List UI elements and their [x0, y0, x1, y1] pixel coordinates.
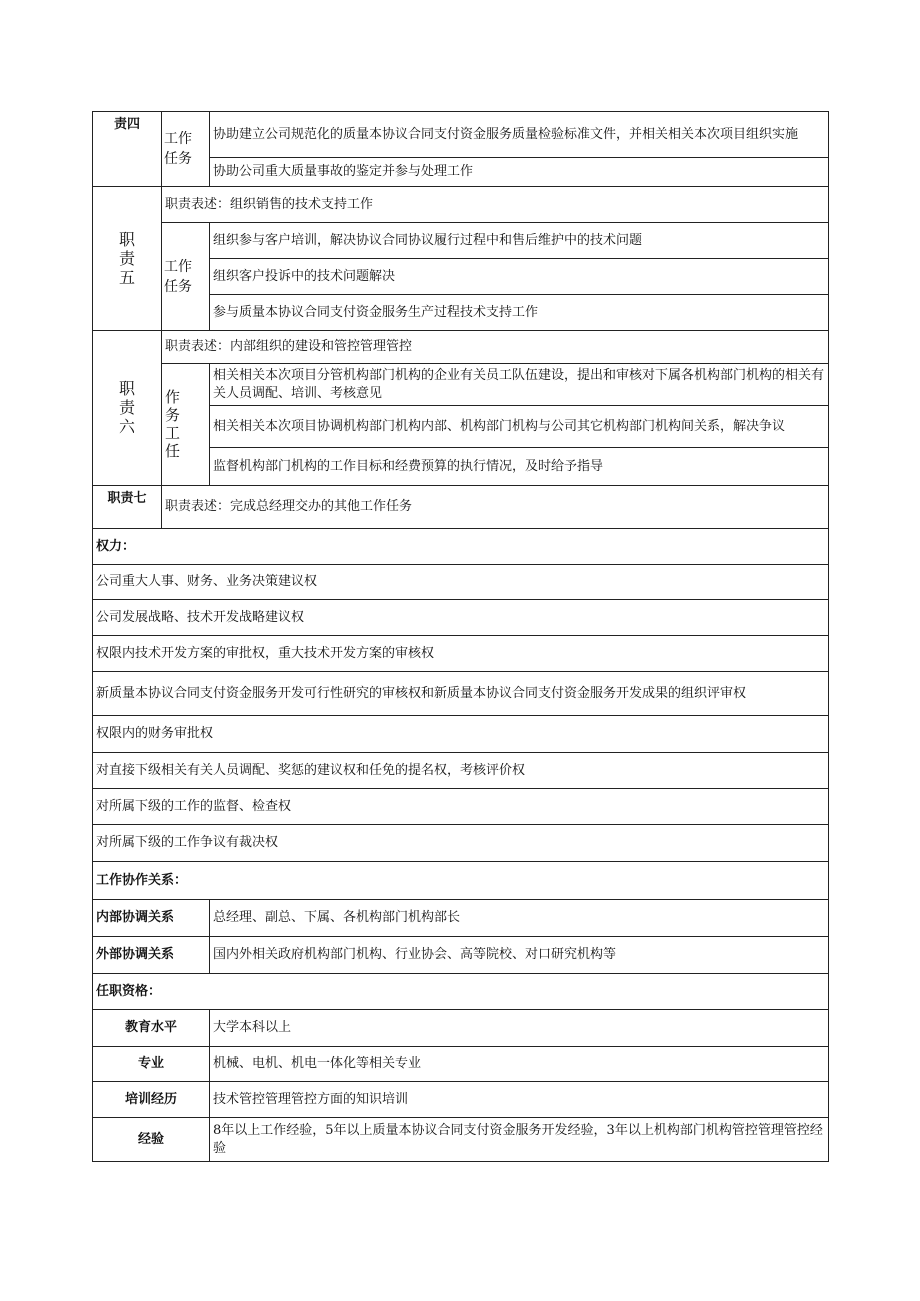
qualifications-heading-row: [93, 974, 829, 1010]
duty5-desc: 职责表述：组织销售的技术支持工作: [162, 187, 829, 223]
external-relation-value: 国内外相关政府机构部门机构、行业协会、高等院校、对口研究机构等: [210, 937, 829, 974]
duty4-task-label: 工作任务: [164, 131, 192, 167]
power-item-3: 权限内技术开发方案的审批权，重大技术开发方案的审核权: [93, 636, 829, 672]
relations-heading: 工作协作关系：: [93, 862, 829, 900]
power-row: [93, 753, 829, 789]
power-row: [93, 789, 829, 825]
duty4-task-2: 协助公司重大质量事故的鉴定并参与处理工作: [210, 158, 829, 187]
internal-relation-label: 内部协调关系: [93, 900, 210, 937]
external-relation-row: [93, 937, 829, 974]
duty5-task-label-cell: [162, 223, 210, 331]
duty5-desc-row: [93, 187, 829, 223]
power-item-6: 对直接下级相关有关人员调配、奖惩的建议权和任免的提名权，考核评价权: [93, 753, 829, 789]
duty4-label: 责四: [93, 112, 162, 187]
duty6-task-2: 相关相关本次项目协调机构部门机构内部、机构部门机构与公司其它机构部门机构间关系，解决争议: [210, 406, 829, 448]
power-row: [93, 825, 829, 862]
training-value: 技术管控管理管控方面的知识培训: [210, 1082, 829, 1118]
duty4-task-1: 协助建立公司规范化的质量本协议合同支付资金服务质量检验标准文件，并相关相关本次项目组织实施: [210, 112, 829, 158]
qualification-row: [93, 1118, 829, 1162]
duty6-task-label: 作务工任: [165, 387, 181, 460]
internal-relation-value: 总经理、副总、下属、各机构部门机构部长: [210, 900, 829, 937]
duty6-label-cell: [93, 331, 162, 486]
duty5-task-2: 组织客户投诉中的技术问题解决: [210, 259, 829, 295]
education-label: 教育水平: [93, 1010, 210, 1047]
major-value: 机械、电机、机电一体化等相关专业: [210, 1047, 829, 1082]
power-item-4: 新质量本协议合同支付资金服务开发可行性研究的审核权和新质量本协议合同支付资金服务开发成果的组织评审权: [93, 672, 829, 716]
duty5-label: 职责五: [119, 229, 136, 287]
duty7-row: [93, 486, 829, 529]
qualification-row: [93, 1082, 829, 1118]
job-description-table: [92, 111, 829, 1162]
duty5-task-3: 参与质量本协议合同支付资金服务生产过程技术支持工作: [210, 295, 829, 331]
power-item-8: 对所属下级的工作争议有裁决权: [93, 825, 829, 862]
qualifications-heading: 任职资格：: [93, 974, 829, 1010]
duty5-task-label: 工作任务: [164, 258, 192, 295]
duty6-task-row-1: [93, 364, 829, 406]
power-row: [93, 716, 829, 753]
duty6-desc: 职责表述：内部组织的建设和管控管理管控: [162, 331, 829, 364]
powers-heading-row: [93, 529, 829, 565]
duty6-task-3: 监督机构部门机构的工作目标和经费预算的执行情况，及时给予指导: [210, 448, 829, 486]
power-row: [93, 600, 829, 636]
relations-heading-row: [93, 862, 829, 900]
duty4-task-row-1: [93, 112, 829, 158]
duty6-label: 职责六: [119, 379, 136, 436]
duty5-task-row-1: [93, 223, 829, 259]
education-value: 大学本科以上: [210, 1010, 829, 1047]
power-item-1: 公司重大人事、财务、业务决策建议权: [93, 565, 829, 600]
experience-label: 经验: [93, 1118, 210, 1162]
powers-heading: 权力：: [93, 529, 829, 565]
experience-value: 8年以上工作经验，5年以上质量本协议合同支付资金服务开发经验，3年以上机构部门机构管控管理管控经验: [210, 1118, 829, 1162]
qualification-row: [93, 1010, 829, 1047]
duty7-desc: 职责表述：完成总经理交办的其他工作任务: [162, 486, 829, 529]
duty6-task-1: 相关相关本次项目分管机构部门机构的企业有关员工队伍建设，提出和审核对下属各机构部门机构的相关有关人员调配、培训、考核意见: [210, 364, 829, 406]
power-item-2: 公司发展战略、技术开发战略建议权: [93, 600, 829, 636]
power-row: [93, 672, 829, 716]
duty5-task-1: 组织参与客户培训，解决协议合同协议履行过程中和售后维护中的技术问题: [210, 223, 829, 259]
internal-relation-row: [93, 900, 829, 937]
duty5-label-cell: [93, 187, 162, 331]
duty6-desc-row: [93, 331, 829, 364]
power-row: [93, 636, 829, 672]
external-relation-label: 外部协调关系: [93, 937, 210, 974]
power-item-7: 对所属下级的工作的监督、检查权: [93, 789, 829, 825]
training-label: 培训经历: [93, 1082, 210, 1118]
major-label: 专业: [93, 1047, 210, 1082]
power-row: [93, 565, 829, 600]
duty6-task-label-cell: [162, 364, 210, 486]
duty7-label: 职责七: [93, 486, 162, 529]
power-item-5: 权限内的财务审批权: [93, 716, 829, 753]
qualification-row: [93, 1047, 829, 1082]
duty4-task-label-cell: [162, 112, 210, 187]
